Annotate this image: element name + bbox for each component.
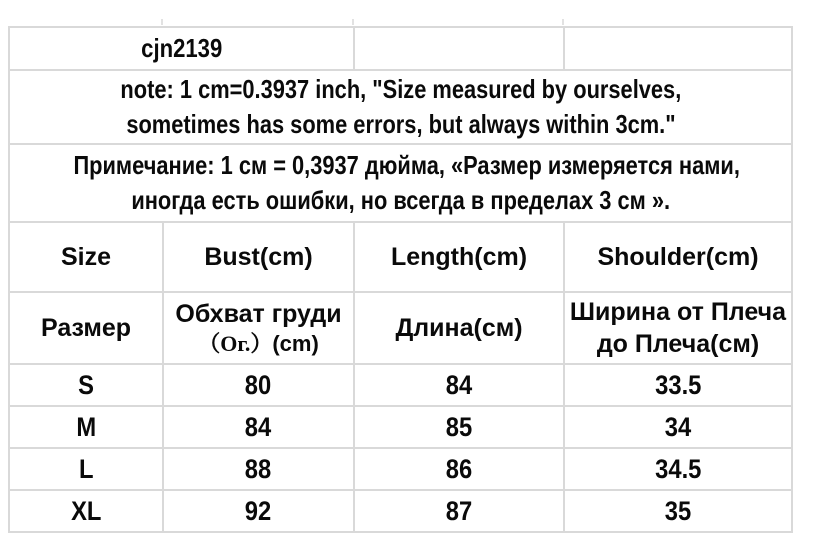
header-bust: Bust(cm): [163, 222, 354, 292]
cell-length: [354, 490, 564, 532]
length-value: 86: [445, 453, 473, 484]
product-code-cell: [9, 27, 354, 70]
cell-bust: [163, 406, 354, 448]
size-chart-table: [8, 26, 793, 533]
header-length-ru: Длина(см): [354, 292, 564, 364]
header-length: Length(cm): [354, 222, 564, 292]
cell-bust: [163, 448, 354, 490]
size-row-m: [9, 406, 792, 448]
note-en-row: [9, 70, 792, 144]
size-value: L: [78, 453, 94, 484]
note-en-line1: note: 1 cm=0.3937 inch, "Size measured by ourselves,: [120, 74, 681, 104]
header-shoulder: Shoulder(cm): [564, 222, 792, 292]
header-shoulder-ru-line1: Ширина от Плеча: [569, 298, 787, 326]
header-bust-ru-unit: (cm): [272, 331, 319, 356]
cell-size: [9, 490, 163, 532]
header-bust-ru-paren: （Ог.）: [198, 331, 273, 356]
length-value: 84: [445, 369, 473, 400]
header-ru-row: [9, 292, 792, 364]
size-row-s: [9, 364, 792, 406]
note-ru-cell: [9, 144, 792, 222]
shoulder-value: 34: [664, 411, 692, 442]
bust-value: 88: [245, 453, 272, 484]
note-ru-line1: Примечание: 1 см = 0,3937 дюйма, «Размер измеряется нами,: [73, 150, 740, 180]
cell-length: [354, 364, 564, 406]
note-ru-row: [9, 144, 792, 222]
header-size: Size: [9, 222, 163, 292]
shoulder-value: 34.5: [654, 453, 702, 484]
size-row-xl: [9, 490, 792, 532]
header-bust-ru-line1: Обхват груди: [175, 300, 342, 328]
gridline-stub: [352, 19, 354, 25]
gridline-stub: [161, 19, 163, 25]
note-en-cell: [9, 70, 792, 144]
cell-size: [9, 448, 163, 490]
size-value: M: [76, 411, 96, 442]
cell-shoulder: [564, 448, 792, 490]
bust-value: 84: [245, 411, 272, 442]
product-code-row: [9, 27, 792, 70]
empty-cell: [564, 27, 792, 70]
size-value: S: [78, 369, 94, 400]
header-size-ru: Размер: [9, 292, 163, 364]
cell-shoulder: [564, 490, 792, 532]
shoulder-value: 35: [664, 495, 692, 526]
header-en-row: [9, 222, 792, 292]
length-value: 87: [445, 495, 473, 526]
cell-shoulder: [564, 406, 792, 448]
cell-length: [354, 406, 564, 448]
size-value: XL: [70, 495, 102, 526]
header-shoulder-ru: [564, 292, 792, 364]
header-shoulder-ru-line2: до Плеча(см): [596, 330, 760, 358]
bust-value: 92: [245, 495, 272, 526]
bust-value: 80: [245, 369, 272, 400]
cell-shoulder: [564, 364, 792, 406]
cell-size: [9, 364, 163, 406]
gridline-stub: [562, 19, 564, 25]
cell-bust: [163, 490, 354, 532]
product-code: cjn2139: [140, 33, 223, 63]
note-en-line2: sometimes has some errors, but always within 3cm.": [125, 109, 676, 139]
shoulder-value: 33.5: [654, 369, 702, 400]
size-row-l: [9, 448, 792, 490]
cell-length: [354, 448, 564, 490]
header-bust-ru: [163, 292, 354, 364]
empty-cell: [354, 27, 564, 70]
note-ru-line2: иногда есть ошибки, но всегда в пределах 3 см ».: [131, 185, 670, 215]
cell-bust: [163, 364, 354, 406]
cell-size: [9, 406, 163, 448]
length-value: 85: [445, 411, 473, 442]
